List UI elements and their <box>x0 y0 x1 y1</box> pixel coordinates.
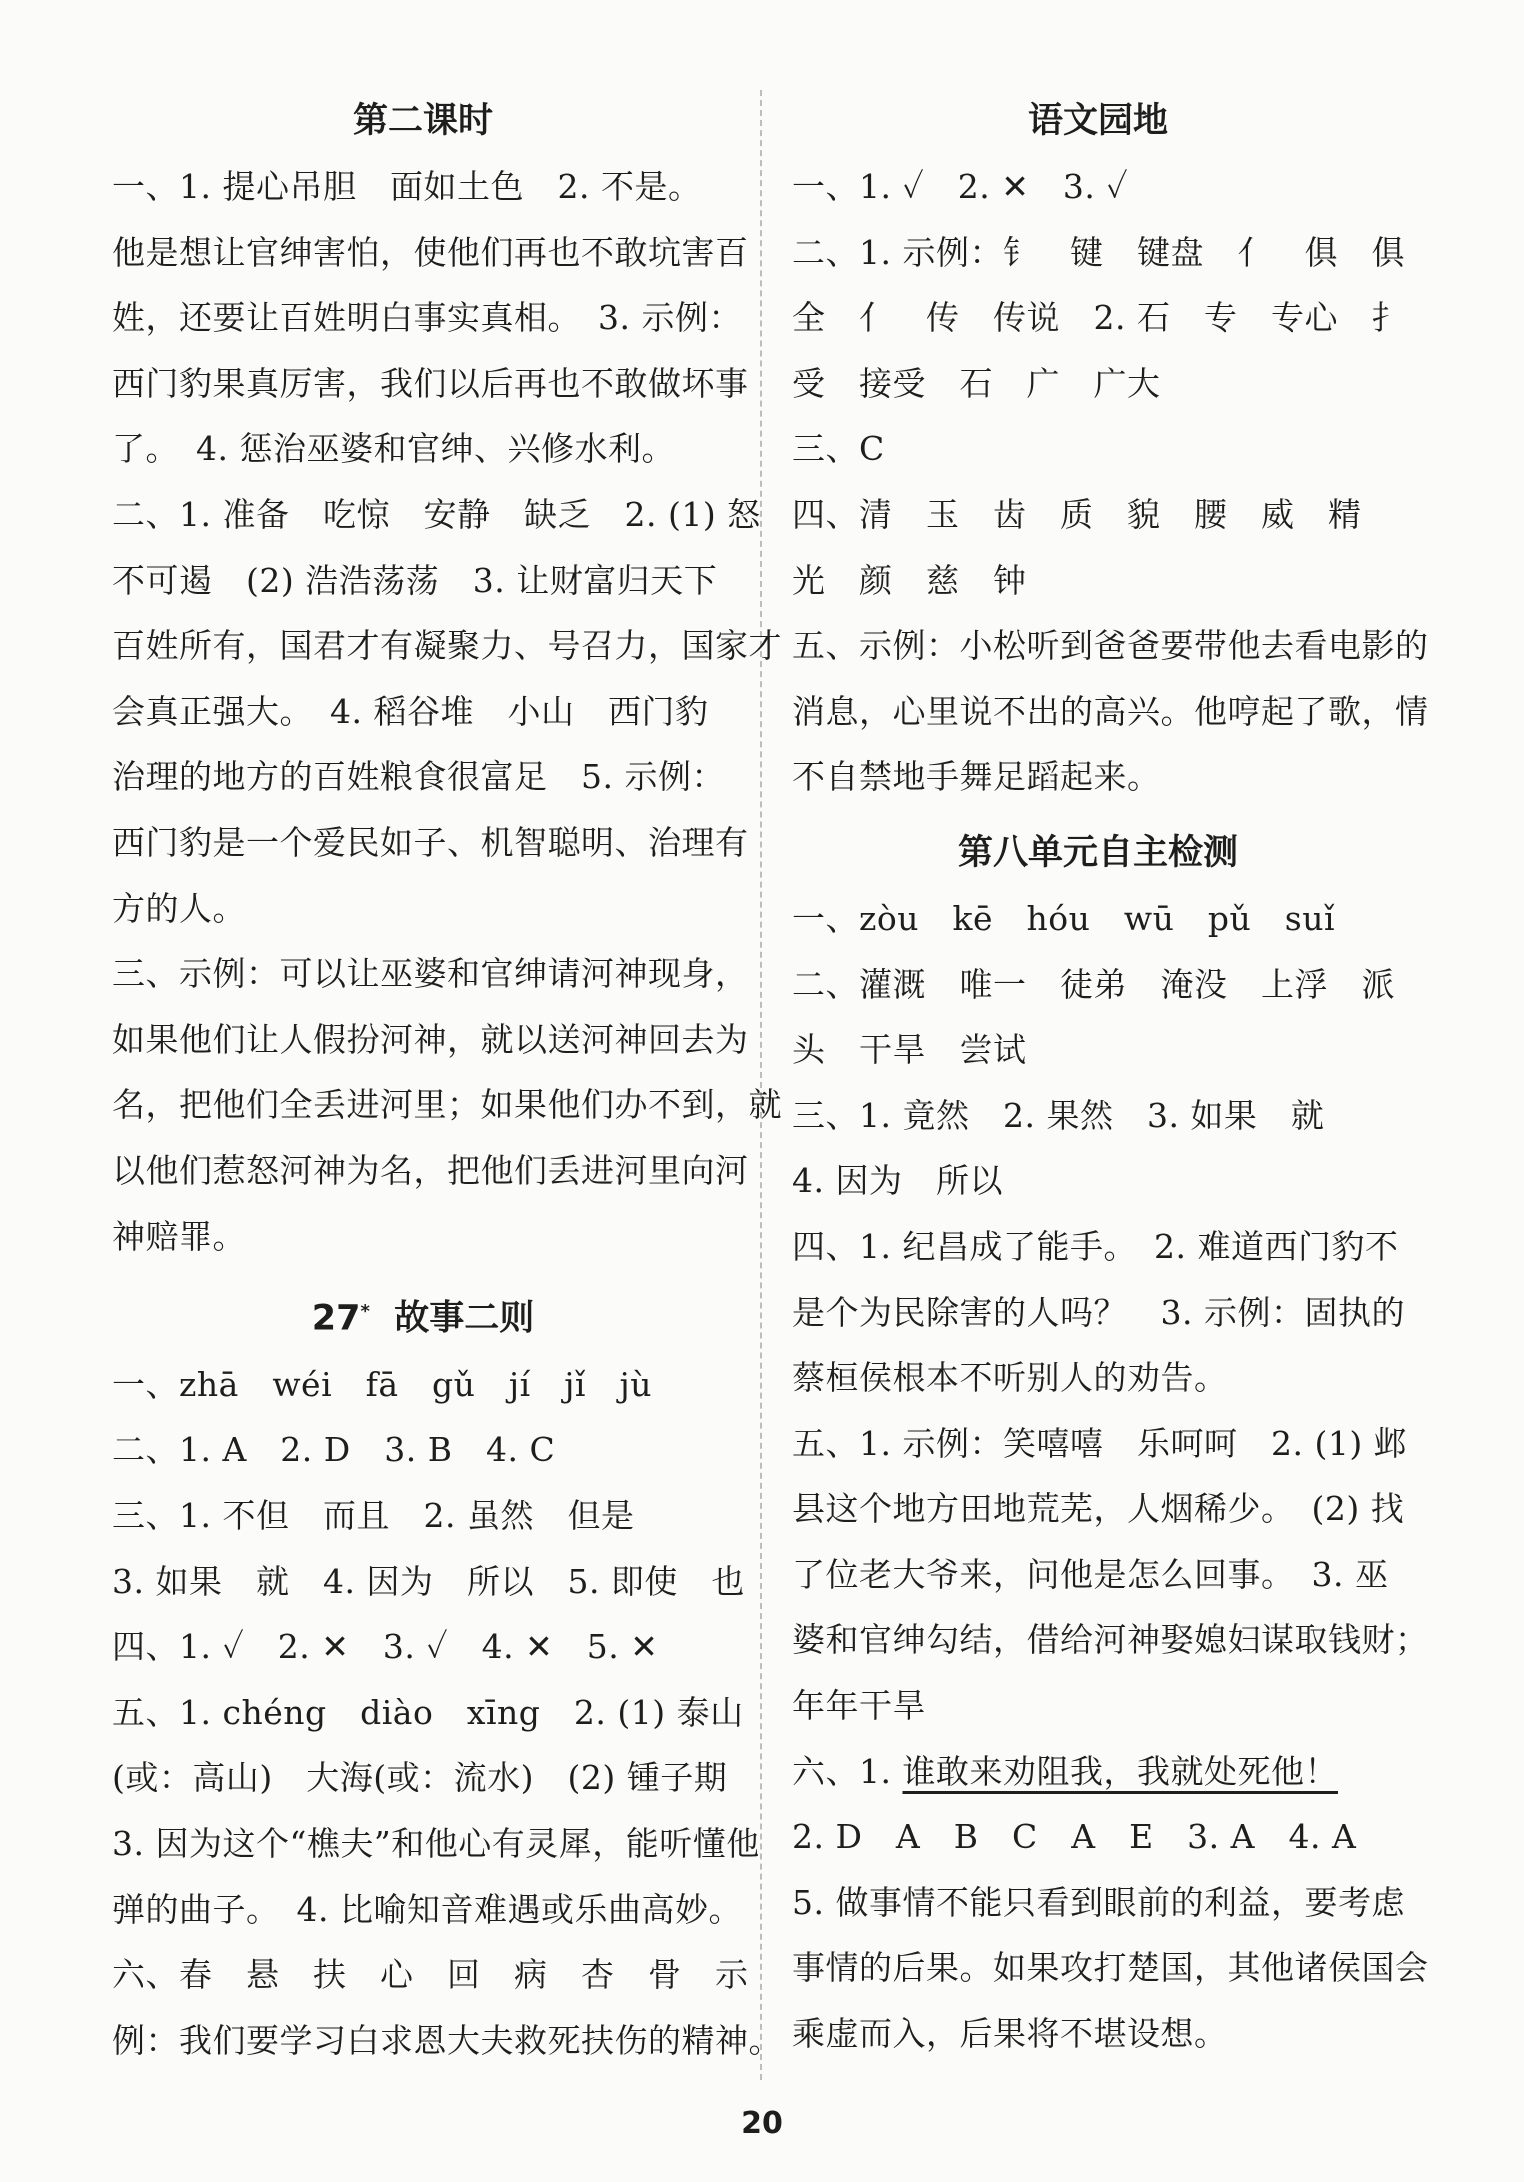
answer-line: 消息，心里说不出的高兴。他哼起了歌，情 <box>792 691 1429 731</box>
lesson-title: 故事二则 <box>394 1298 535 1339</box>
underlined-sentence: 谁敢来劝阻我，我就处死他！ <box>902 1751 1338 1791</box>
answer-line: 受 接受 石 广 广大 <box>792 363 1161 403</box>
answer-line: 年年干旱 <box>792 1686 926 1726</box>
answer-line: 二、1. A 2. D 3. B 4. C <box>112 1430 556 1470</box>
answer-line: 四、1. ✓ 2. ✕ 3. ✓ 4. ✕ 5. ✕ <box>112 1627 659 1667</box>
answer-line: 婆和官绅勾结，借给河神娶媳妇谋取钱财； <box>792 1620 1429 1660</box>
lesson27-answers <box>112 1352 782 2074</box>
answer-line: 全 亻 传 传说 2. 石 专 专心 扌 <box>792 298 1405 338</box>
section-heading-yuwen-yuandi: 语文园地 <box>1027 101 1168 141</box>
answer-line: 三、示例：可以让巫婆和官绅请河神现身， <box>112 954 749 994</box>
answer-line: 县这个地方田地荒芜，人烟稀少。 (2) 找 <box>792 1489 1405 1529</box>
answer-line: 二、1. 示例：钅 键 键盘 亻 俱 俱 <box>792 232 1405 272</box>
answer-line: 百姓所有，国君才有凝聚力、号召力，国家才 <box>112 626 782 666</box>
answer-line: 二、灌溉 唯一 徒弟 淹没 上浮 派 <box>792 964 1395 1004</box>
answer-line: 三、C <box>792 429 885 469</box>
section-heading-unit8-test: 第八单元自主检测 <box>957 832 1238 873</box>
answer-line-six-1 <box>792 1739 1404 1805</box>
answer-line: 一、1. 提心吊胆 面如土色 2. 不是。 <box>112 167 702 206</box>
answer-line: 会真正强大。 4. 稻谷堆 小山 西门豹 <box>112 691 709 731</box>
answer-line: 了。 4. 惩治巫婆和官绅、兴修水利。 <box>112 429 675 469</box>
answer-line: 西门豹果真厉害，我们以后再也不敢做坏事 <box>112 363 749 403</box>
answer-line: 弹的曲子。 4. 比喻知音难遇或乐曲高妙。 <box>112 1889 742 1929</box>
unit8-answers-continued <box>792 1804 1429 2066</box>
answer-line: 治理的地方的百姓粮食很富足 5. 示例： <box>112 757 725 797</box>
optional-star: * <box>360 1301 370 1323</box>
line-six-prefix: 六、1. <box>792 1751 903 1791</box>
section-heading-lesson27 <box>112 1279 734 1352</box>
answer-line: 蔡桓侯根本不听别人的劝告。 <box>792 1358 1228 1398</box>
answer-line: 五、1. chéng diào xīng 2. (1) 泰山 <box>112 1692 744 1732</box>
answer-line: 事情的后果。如果攻打楚国，其他诸侯国会 <box>792 1948 1429 1988</box>
answer-line: 他是想让官绅害怕，使他们再也不敢坑害百 <box>112 232 749 272</box>
answer-line: 一、1. ✓ 2. ✕ 3. ✓ <box>792 167 1129 206</box>
answer-line: 四、1. 纪昌成了能手。 2. 难道西门豹不 <box>792 1226 1399 1266</box>
lesson2-answers <box>112 154 782 1269</box>
answer-line: 一、zòu kē hóu wū pǔ suǐ <box>792 898 1336 938</box>
answer-line: 三、1. 不但 而且 2. 虽然 但是 <box>112 1495 635 1535</box>
answer-line: 2. D A B C A E 3. A 4. A <box>792 1817 1357 1857</box>
unit8-answers <box>792 886 1429 1739</box>
answer-line: 名，把他们全丢进河里；如果他们办不到，就 <box>112 1085 782 1125</box>
answer-line: 3. 如果 就 4. 因为 所以 5. 即使 也 <box>112 1561 745 1601</box>
answer-line: 光 颜 慈 钟 <box>792 560 1027 600</box>
answer-line: 六、春 悬 扶 心 回 病 杏 骨 示 <box>112 1955 749 1995</box>
answer-line: 姓，还要让百姓明白事实真相。 3. 示例： <box>112 298 742 338</box>
lesson-number: 27 <box>311 1298 361 1339</box>
answer-line: 一、zhā wéi fā gǔ jí jǐ jù <box>112 1364 652 1404</box>
answer-line: 不自禁地手舞足蹈起来。 <box>792 757 1161 797</box>
answer-line: 三、1. 竟然 2. 果然 3. 如果 就 <box>792 1095 1325 1135</box>
answer-line: 二、1. 准备 吃惊 安静 缺乏 2. (1) 怒 <box>112 494 761 534</box>
answer-line: 五、示例：小松听到爸爸要带他去看电影的 <box>792 626 1429 666</box>
answer-line: 是个为民除害的人吗？ 3. 示例：固执的 <box>792 1292 1405 1332</box>
answer-line: 乘虚而入，后果将不堪设想。 <box>792 2014 1228 2054</box>
page-number: 20 <box>741 2106 783 2141</box>
answer-line: 神赔罪。 <box>112 1216 246 1256</box>
answer-line: 3. 因为这个“樵夫”和他心有灵犀，能听懂他 <box>112 1823 760 1863</box>
answer-line: 四、清 玉 齿 质 貌 腰 威 精 <box>792 494 1362 534</box>
answer-line: 五、1. 示例：笑嘻嘻 乐呵呵 2. (1) 邺 <box>792 1423 1408 1463</box>
answer-line: 4. 因为 所以 <box>792 1161 1003 1201</box>
left-column <box>112 78 782 2073</box>
yuwen-yuandi-answers <box>792 154 1429 810</box>
answer-line: 不可遏 (2) 浩浩荡荡 3. 让财富归天下 <box>112 560 718 600</box>
answer-line: 头 干旱 尝试 <box>792 1030 1027 1070</box>
answer-line: 方的人。 <box>112 888 246 928</box>
answer-line: 了位老大爷来，问他是怎么回事。 3. 巫 <box>792 1554 1389 1594</box>
answer-line: (或：高山) 大海(或：流水) (2) 锺子期 <box>112 1758 728 1798</box>
answer-line: 西门豹是一个爱民如子、机智聪明、治理有 <box>112 822 749 862</box>
answer-line: 5. 做事情不能只看到眼前的利益，要考虑 <box>792 1882 1405 1922</box>
section-heading-lesson2: 第二课时 <box>352 101 493 141</box>
right-column <box>792 78 1429 2067</box>
answer-line: 以他们惹怒河神为名，把他们丢进河里向河 <box>112 1150 749 1190</box>
answer-line: 例：我们要学习白求恩大夫救死扶伤的精神。 <box>112 2020 782 2060</box>
answer-line: 如果他们让人假扮河神，就以送河神回去为 <box>112 1019 749 1059</box>
